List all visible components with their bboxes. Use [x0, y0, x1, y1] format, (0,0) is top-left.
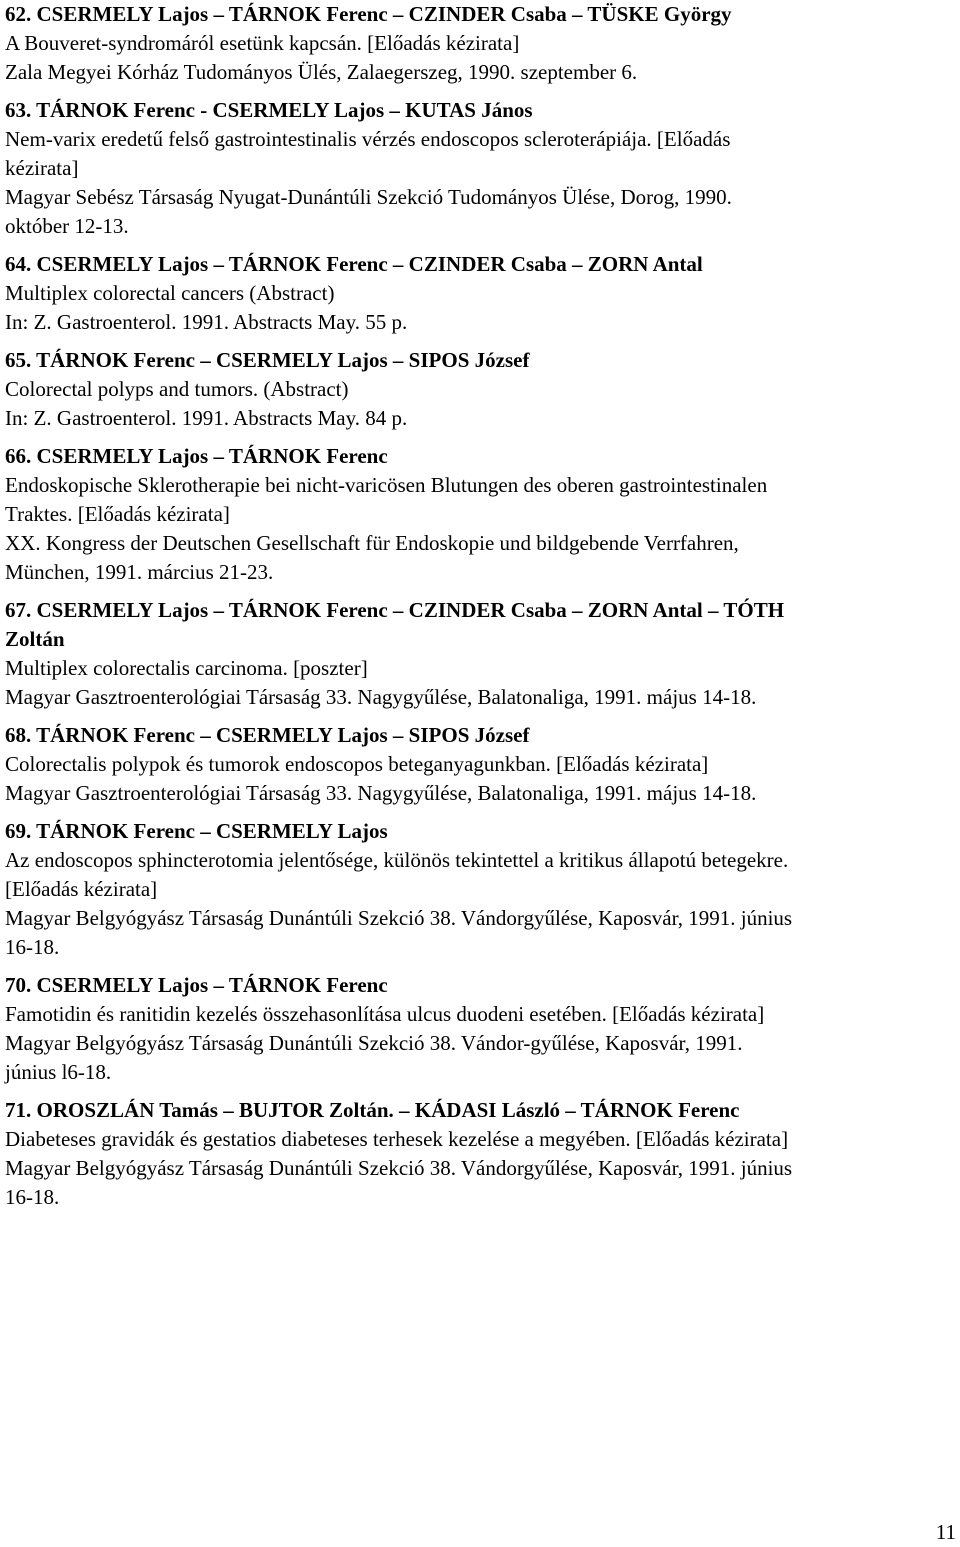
- entry-65: [5, 346, 957, 433]
- entry-venue: München, 1991. március 21-23.: [5, 560, 274, 584]
- entry-title: Multiplex colorectalis carcinoma. [poszter]: [5, 656, 368, 680]
- entry-venue: június l6-18.: [5, 1060, 112, 1084]
- entry-title: Multiplex colorectal cancers (Abstract): [5, 281, 335, 305]
- entry-venue: Magyar Sebész Társaság Nyugat-Dunántúli Szekció Tudományos Ülése, Dorog, 1990.: [5, 185, 732, 209]
- entry-68: [5, 721, 957, 808]
- entry-heading: 69. TÁRNOK Ferenc – CSERMELY Lajos: [5, 819, 388, 843]
- entry-title: Endoskopische Sklerotherapie bei nicht-varicösen Blutungen des oberen gastrointestinalen: [5, 473, 768, 497]
- entry-heading: 66. CSERMELY Lajos – TÁRNOK Ferenc: [5, 444, 388, 468]
- entry-71: [5, 1096, 957, 1212]
- entry-64: [5, 250, 957, 337]
- entry-venue: Magyar Belgyógyász Társaság Dunántúli Szekció 38. Vándorgyűlése, Kaposvár, 1991. június: [5, 1156, 793, 1180]
- entry-66: [5, 442, 957, 587]
- entry-venue: Magyar Gasztroenterológiai Társaság 33. Nagygyűlése, Balatonaliga, 1991. május 14-18.: [5, 781, 757, 805]
- entry-venue: 16-18.: [5, 935, 60, 959]
- entry-title: Diabeteses gravidák és gestatios diabeteses terhesek kezelése a megyében. [Előadás kézirata]: [5, 1127, 789, 1151]
- entry-title: Traktes. [Előadás kézirata]: [5, 502, 230, 526]
- entry-heading: 71. OROSZLÁN Tamás – BUJTOR Zoltán. – KÁDASI László – TÁRNOK Ferenc: [5, 1098, 740, 1122]
- entry-title: A Bouveret-syndromáról esetünk kapcsán. [Előadás kézirata]: [5, 31, 520, 55]
- entry-venue: Zala Megyei Kórház Tudományos Ülés, Zalaegerszeg, 1990. szeptember 6.: [5, 60, 638, 84]
- entry-heading: 62. CSERMELY Lajos – TÁRNOK Ferenc – CZINDER Csaba – TÜSKE György: [5, 2, 732, 26]
- entry-title: Colorectalis polypok és tumorok endoscopos beteganyagunkban. [Előadás kézirata]: [5, 752, 709, 776]
- entry-heading-continued: Zoltán: [5, 627, 65, 651]
- entry-venue: In: Z. Gastroenterol. 1991. Abstracts May. 55 p.: [5, 310, 408, 334]
- entry-title: Nem-varix eredetű felső gastrointestinalis vérzés endoscopos scleroterápiája. [Előadás: [5, 127, 731, 151]
- entry-venue: Magyar Belgyógyász Társaság Dunántúli Szekció 38. Vándor-gyűlése, Kaposvár, 1991.: [5, 1031, 743, 1055]
- entry-venue: Magyar Gasztroenterológiai Társaság 33. Nagygyűlése, Balatonaliga, 1991. május 14-18.: [5, 685, 757, 709]
- entry-heading: 68. TÁRNOK Ferenc – CSERMELY Lajos – SIPOS József: [5, 723, 530, 747]
- entry-title: Famotidin és ranitidin kezelés összehasonlítása ulcus duodeni esetében. [Előadás kézirata]: [5, 1002, 765, 1026]
- entry-67: [5, 596, 957, 712]
- entry-venue: Magyar Belgyógyász Társaság Dunántúli Szekció 38. Vándorgyűlése, Kaposvár, 1991. június: [5, 906, 793, 930]
- entry-63: [5, 96, 957, 241]
- entry-62: [5, 0, 957, 87]
- entry-69: [5, 817, 957, 962]
- entry-heading: 63. TÁRNOK Ferenc - CSERMELY Lajos – KUTAS János: [5, 98, 533, 122]
- entry-heading: 67. CSERMELY Lajos – TÁRNOK Ferenc – CZINDER Csaba – ZORN Antal – TÓTH: [5, 598, 785, 622]
- page-number: 11: [935, 1520, 956, 1544]
- entry-heading: 65. TÁRNOK Ferenc – CSERMELY Lajos – SIPOS József: [5, 348, 530, 372]
- document-page: [5, 0, 957, 1212]
- entry-heading: 64. CSERMELY Lajos – TÁRNOK Ferenc – CZINDER Csaba – ZORN Antal: [5, 252, 703, 276]
- entry-70: [5, 971, 957, 1087]
- entry-title: kézirata]: [5, 156, 79, 180]
- entry-venue: október 12-13.: [5, 214, 129, 238]
- entry-venue: XX. Kongress der Deutschen Gesellschaft für Endoskopie und bildgebende Verrfahren,: [5, 531, 739, 555]
- entry-venue: 16-18.: [5, 1185, 60, 1209]
- entry-venue: In: Z. Gastroenterol. 1991. Abstracts May. 84 p.: [5, 406, 408, 430]
- entry-title: Az endoscopos sphincterotomia jelentősége, különös tekintettel a kritikus állapotú betegekre.: [5, 848, 789, 872]
- entry-heading: 70. CSERMELY Lajos – TÁRNOK Ferenc: [5, 973, 388, 997]
- entry-title: Colorectal polyps and tumors. (Abstract): [5, 377, 349, 401]
- entry-title: [Előadás kézirata]: [5, 877, 158, 901]
